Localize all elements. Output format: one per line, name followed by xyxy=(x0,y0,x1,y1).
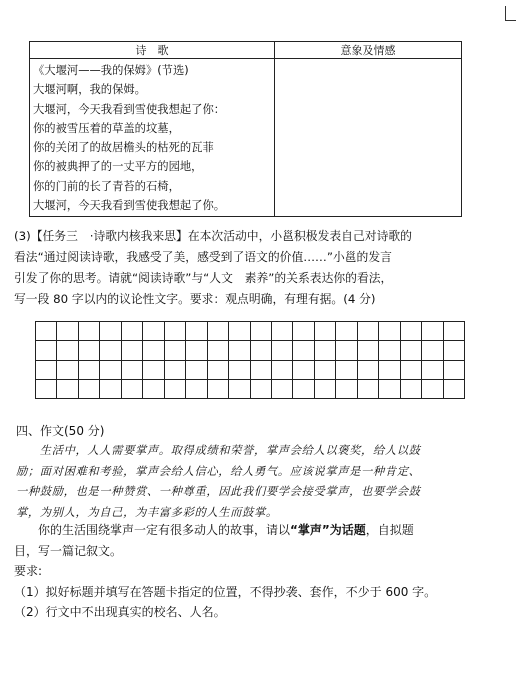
grid-cell[interactable] xyxy=(79,341,100,360)
grid-cell[interactable] xyxy=(422,380,443,399)
grid-cell[interactable] xyxy=(165,380,186,399)
grid-cell[interactable] xyxy=(165,322,186,341)
grid-cell[interactable] xyxy=(401,380,422,399)
grid-cell[interactable] xyxy=(79,380,100,399)
grid-cell[interactable] xyxy=(143,341,164,360)
grid-cell[interactable] xyxy=(36,380,57,399)
grid-cell[interactable] xyxy=(379,361,400,380)
grid-cell[interactable] xyxy=(272,380,293,399)
poem-line: 《大堰河——我的保姆》(节选) xyxy=(33,64,189,77)
answer-grid[interactable] xyxy=(35,321,465,399)
prompt-line: 一种鼓励，也是一种赞赏、一种尊重，因此我们要学会接受掌声，也要学会鼓 xyxy=(16,485,421,498)
question-line: (3)【任务三 ·诗歌内核我来思】在本次活动中，小邕积极发表自己对诗歌的 xyxy=(14,229,412,243)
prompt-line: 掌，为别人，为自己，为丰富多彩的人生而鼓掌。 xyxy=(16,505,278,519)
grid-cell[interactable] xyxy=(315,380,336,399)
grid-cell[interactable] xyxy=(100,361,121,380)
grid-cell[interactable] xyxy=(122,322,143,341)
grid-cell[interactable] xyxy=(57,322,78,341)
essay-task xyxy=(14,520,506,623)
poem-line: 大堰河，今天我看到雪使我想起了你： xyxy=(33,102,226,116)
grid-cell[interactable] xyxy=(315,361,336,380)
grid-cell[interactable] xyxy=(100,380,121,399)
grid-cell[interactable] xyxy=(100,341,121,360)
poem-line: 你的关闭了的故居檐头的枯死的瓦菲 xyxy=(33,141,214,155)
task-text: 你的生活围绕掌声一定有很多动人的故事，请以 xyxy=(14,523,291,537)
grid-cell[interactable] xyxy=(358,341,379,360)
grid-cell[interactable] xyxy=(229,322,250,341)
grid-cell[interactable] xyxy=(336,322,357,341)
grid-cell[interactable] xyxy=(143,322,164,341)
grid-cell[interactable] xyxy=(36,361,57,380)
grid-cell[interactable] xyxy=(444,341,465,360)
prompt-line: 励；面对困难和考验，掌声会给人信心，给人勇气。应该说掌声是一种肯定、 xyxy=(16,464,421,478)
grid-cell[interactable] xyxy=(57,341,78,360)
grid-cell[interactable] xyxy=(358,322,379,341)
table-row xyxy=(30,59,462,217)
grid-cell[interactable] xyxy=(79,322,100,341)
table-header-row xyxy=(30,42,462,59)
header-imagery: 意象及情感 xyxy=(275,42,462,59)
poem-cell xyxy=(30,59,275,217)
task-line xyxy=(14,520,506,541)
grid-cell[interactable] xyxy=(358,361,379,380)
poem-line: 你的门前的长了青苔的石椅， xyxy=(33,179,180,193)
grid-cell[interactable] xyxy=(100,322,121,341)
grid-cell[interactable] xyxy=(401,322,422,341)
grid-cell[interactable] xyxy=(251,341,272,360)
grid-cell[interactable] xyxy=(422,322,443,341)
grid-cell[interactable] xyxy=(208,341,229,360)
grid-cell[interactable] xyxy=(186,380,207,399)
prompt-line: 生活中，人人需要掌声。取得成绩和荣誉，掌声会给人以褒奖，给人以鼓 xyxy=(16,444,421,457)
grid-cell[interactable] xyxy=(229,380,250,399)
poem-line: 你的被雪压着的草盖的坟墓， xyxy=(33,121,180,135)
grid-cell[interactable] xyxy=(272,341,293,360)
question-line: 看法“通过阅读诗歌，我感受了美，感受到了语文的价值……”小邕的发言 xyxy=(14,250,392,264)
poem-line: 大堰河啊，我的保姆。 xyxy=(33,83,146,97)
grid-cell[interactable] xyxy=(57,380,78,399)
grid-cell[interactable] xyxy=(229,361,250,380)
grid-cell[interactable] xyxy=(186,361,207,380)
grid-cell[interactable] xyxy=(379,380,400,399)
essay-prompt xyxy=(16,441,506,523)
grid-cell[interactable] xyxy=(293,361,314,380)
grid-cell[interactable] xyxy=(36,341,57,360)
grid-cell[interactable] xyxy=(422,341,443,360)
grid-cell[interactable] xyxy=(444,322,465,341)
grid-cell[interactable] xyxy=(208,361,229,380)
grid-cell[interactable] xyxy=(186,322,207,341)
grid-cell[interactable] xyxy=(251,322,272,341)
question-line: 写一段 80 字以内的议论性文字。要求：观点明确，有理有据。(4 分) xyxy=(14,292,376,306)
grid-cell[interactable] xyxy=(229,341,250,360)
grid-cell[interactable] xyxy=(208,322,229,341)
grid-cell[interactable] xyxy=(272,361,293,380)
grid-cell[interactable] xyxy=(251,380,272,399)
grid-cell[interactable] xyxy=(122,380,143,399)
section-title: 四、作文(50 分) xyxy=(16,424,105,438)
task-text: ，自拟题 xyxy=(365,523,414,537)
grid-cell[interactable] xyxy=(336,361,357,380)
grid-cell[interactable] xyxy=(336,341,357,360)
grid-cell[interactable] xyxy=(422,361,443,380)
grid-cell[interactable] xyxy=(165,361,186,380)
poem-table xyxy=(29,41,462,217)
requirements-title: 要求: xyxy=(14,564,43,578)
grid-cell[interactable] xyxy=(358,380,379,399)
header-poem: 诗 歌 xyxy=(30,42,275,59)
grid-cell[interactable] xyxy=(293,380,314,399)
question-3 xyxy=(14,226,504,310)
grid-cell[interactable] xyxy=(122,341,143,360)
grid-cell[interactable] xyxy=(379,322,400,341)
task-line: 目，写一篇记叙文。 xyxy=(14,543,123,558)
grid-cell[interactable] xyxy=(444,361,465,380)
requirement-item: （2）行文中不出现真实的校名、人名。 xyxy=(14,605,226,619)
topic-bold: “掌声”为话题 xyxy=(290,523,366,537)
grid-cell[interactable] xyxy=(272,322,293,341)
grid-cell[interactable] xyxy=(401,341,422,360)
grid-cell[interactable] xyxy=(315,341,336,360)
grid-cell[interactable] xyxy=(336,380,357,399)
grid-cell[interactable] xyxy=(165,341,186,360)
grid-cell[interactable] xyxy=(143,380,164,399)
grid-cell[interactable] xyxy=(79,361,100,380)
grid-cell[interactable] xyxy=(401,361,422,380)
grid-cell[interactable] xyxy=(186,341,207,360)
grid-cell[interactable] xyxy=(251,361,272,380)
grid-cell[interactable] xyxy=(57,361,78,380)
grid-cell[interactable] xyxy=(143,361,164,380)
grid-cell[interactable] xyxy=(379,341,400,360)
grid-cell[interactable] xyxy=(315,322,336,341)
poem-line: 你的被典押了的一丈平方的园地， xyxy=(33,160,203,174)
grid-cell[interactable] xyxy=(444,380,465,399)
grid-cell[interactable] xyxy=(293,322,314,341)
grid-cell[interactable] xyxy=(122,361,143,380)
imagery-answer-cell[interactable] xyxy=(275,59,462,217)
grid-cell[interactable] xyxy=(293,341,314,360)
grid-cell[interactable] xyxy=(208,380,229,399)
question-line: 引发了你的思考。请就“阅读诗歌”与“人文 素养”的关系表达你的看法， xyxy=(14,271,393,285)
poem-line: 大堰河，今天我看到雪使我想起了你。 xyxy=(33,199,226,213)
crop-mark xyxy=(505,6,516,21)
grid-cell[interactable] xyxy=(36,322,57,341)
requirement-item: （1）拟好标题并填写在答题卡指定的位置，不得抄袭、套作，不少于 600 字。 xyxy=(14,584,437,599)
